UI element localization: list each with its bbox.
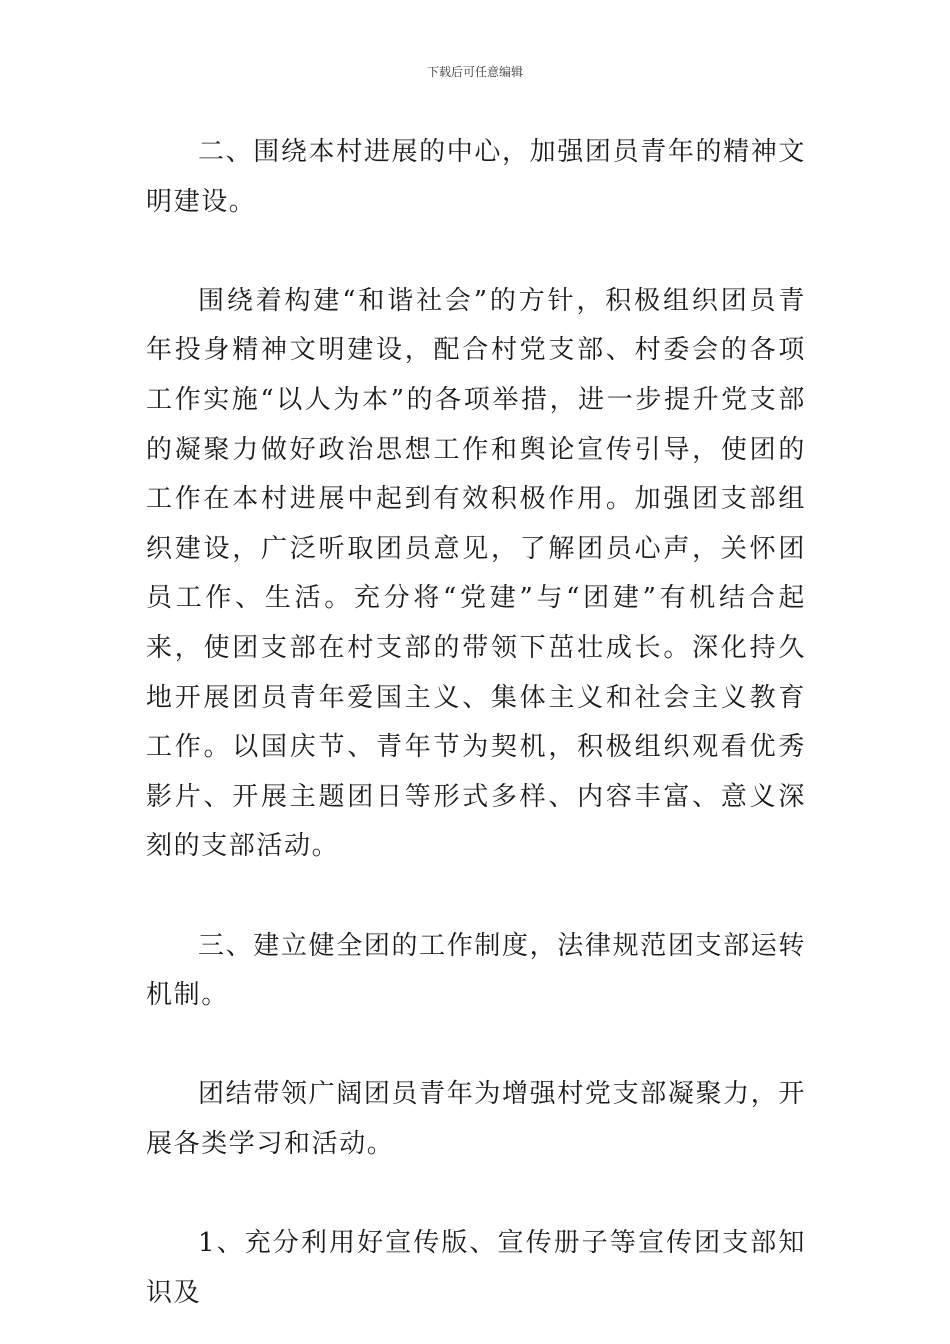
section-heading-2: 二、围绕本村进展的中心，加强团员青年的精神文明建设。 <box>146 137 806 217</box>
page-header: 下载后可任意编辑 <box>426 65 523 79</box>
document-body <box>146 128 806 1318</box>
list-item-1: 1、充分利用好宣传版、宣传册子等宣传团支部知识及 <box>146 1228 806 1308</box>
body-paragraph: 团结带领广阔团员青年为增强村党支部凝聚力，开展各类学习和活动。 <box>146 1079 806 1159</box>
body-paragraph: 围绕着构建“和谐社会”的方针，积极组织团员青年投身精神文明建设，配合村党支部、村委会的各项工作实施“以人为本”的各项举措，进一步提升党支部的凝聚力做好政治思想工作和舆论宣传引导，使团的工作在本村进展中起到有效积极作用。加强团支部组织建设，广泛听取团员意见，了解团员心声，关怀团员工作、生活。充分将“党建”与“团建”有机结合起来，使团支部在村支部的带领下茁壮成长。深化持久地开展团员青年爱国主义、集体主义和社会主义教育工作。以国庆节、青年节为契机，积极组织观看优秀影片、开展主题团日等形式多样、内容丰富、意义深刻的支部活动。 <box>146 285 806 862</box>
section-heading-3: 三、建立健全团的工作制度，法律规范团支部运转机制。 <box>146 930 806 1011</box>
